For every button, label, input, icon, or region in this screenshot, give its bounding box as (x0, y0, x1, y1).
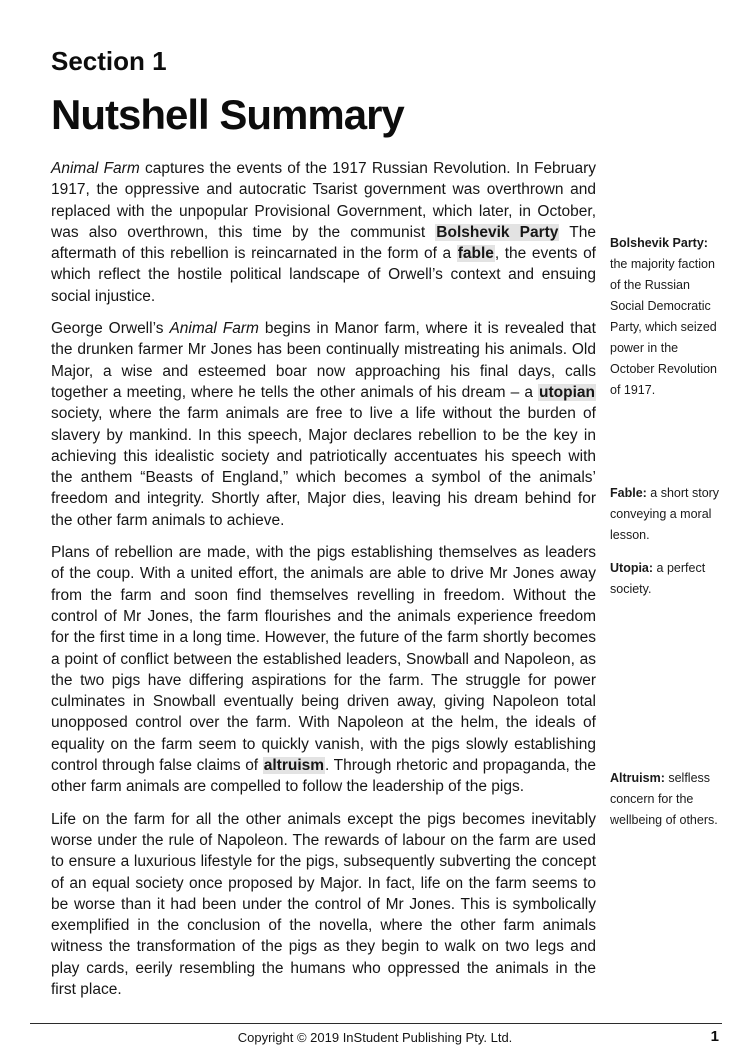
paragraph-text: begins in Manor farm, where it is revealed that the drunken farmer Mr Jones has been continually mistreating his animals. Old Major, a wise and esteemed boar now approaching his final days, calls together a meeting, where he tells the other animals of his dream – a (51, 320, 596, 401)
section-label: Section 1 (51, 46, 167, 76)
book-title-text: Animal Farm (51, 160, 140, 177)
paragraph-text: George Orwell’s (51, 320, 170, 338)
page-number: 1 (710, 1028, 719, 1045)
margin-note-term: Bolshevik Party: (610, 236, 708, 250)
footer-divider (30, 1023, 722, 1024)
paragraph (51, 318, 596, 531)
paragraph (51, 158, 596, 307)
glossary-term-highlight: utopian (539, 383, 595, 401)
margin-note-definition: the majority faction of the Russian Social Democratic Party, which seized power in the October Revolution of 1917. (610, 257, 718, 397)
margin-note-term: Fable: (610, 486, 647, 500)
paragraph-text: Life on the farm for all the other animals except the pigs becomes inevitably worse under the rule of Napoleon. The rewards of labour on the farm are used to ensure a luxurious lifestyle for the pigs, subsequently subverting the concept of an equal society once proposed by Major. In fact, life on the farm seems to be worse than it had been under the control of Mr Jones. This is symbolically exemplified in the conclusion of the novella, where the other farm animals witness the transformation of the pigs as they begin to walk on two legs and play cards, eerily resembling the humans who oppressed the animals in the first place. (51, 810, 596, 998)
margin-note-fable (610, 483, 722, 546)
paragraph-text: . Through rhetoric and propaganda, the other farm animals are compelled to follow the leadership of the pigs. (51, 757, 596, 796)
margin-note-term: Utopia: (610, 561, 654, 575)
margin-note-bolshevik-party (610, 233, 722, 401)
margin-note-definition: a perfect society. (610, 561, 706, 596)
footer-copyright: Copyright © 2019 InStudent Publishing Pty. Ltd. (237, 1030, 513, 1045)
page-content (51, 158, 596, 1011)
margin-note-altruism (610, 768, 722, 831)
paragraph-text: , the events of which reflect the hostile political landscape of Orwell’s context and ensuing social injustice. (51, 245, 596, 305)
paragraph (51, 542, 596, 798)
margin-note-definition: selfless concern for the wellbeing of others. (610, 771, 718, 827)
margin-note-utopia (610, 558, 722, 600)
body-text-column (51, 158, 596, 1000)
book-title-text: Animal Farm (169, 320, 259, 338)
paragraph-text: society, where the farm animals are free to live a life without the burden of slavery by mankind. In this speech, Major declares rebellion to be the key in achieving this idealistic society and patriotically accentuates his speech with the anthem “Beasts of England,” which becomes a symbol of the animals’ freedom and integrity. Shortly after, Major dies, leaving his dream behind for the other farm animals to achieve. (51, 405, 596, 529)
margin-note-term: Altruism: (610, 771, 665, 785)
margin-note-definition: a short story conveying a moral lesson. (610, 486, 720, 542)
glossary-term-highlight: fable (457, 245, 494, 263)
paragraph-text: Plans of rebellion are made, with the pigs establishing themselves as leaders of the coup. With a united effort, the animals are able to drive Mr Jones away from the farm and soon find themselves revelling in freedom. Without the control of Mr Jones, the farm flourishes and the animals experience freedom for the first time in a long time. However, the future of the farm shortly becomes a point of conflict between the established leaders, Snowball and Napoleon, as the two pigs have differing aspirations for the farm. The struggle for power culminates in Snowball eventually being driven away, giving Napoleon total unopposed control over the farm. With Napoleon at the helm, the ideals of equality on the farm seem to quickly vanish, with the pigs slowly establishing control through false claims of (51, 544, 596, 775)
page-title: Nutshell Summary (51, 91, 404, 138)
margin-notes-column (610, 0, 722, 1064)
glossary-term-highlight: Bolshevik Party (436, 223, 559, 241)
paragraph-text: The aftermath of this rebellion is reincarnated in the form of a (51, 223, 596, 263)
paragraph (51, 809, 596, 1001)
paragraph-text: captures the events of the 1917 Russian Revolution. In February 1917, the oppressive and autocratic Tsarist government was overthrown and replaced with the unpopular Provisional Government, which later, in October, was also overthrown, this time by the communist (51, 160, 596, 241)
glossary-term-highlight: altruism (263, 757, 325, 775)
